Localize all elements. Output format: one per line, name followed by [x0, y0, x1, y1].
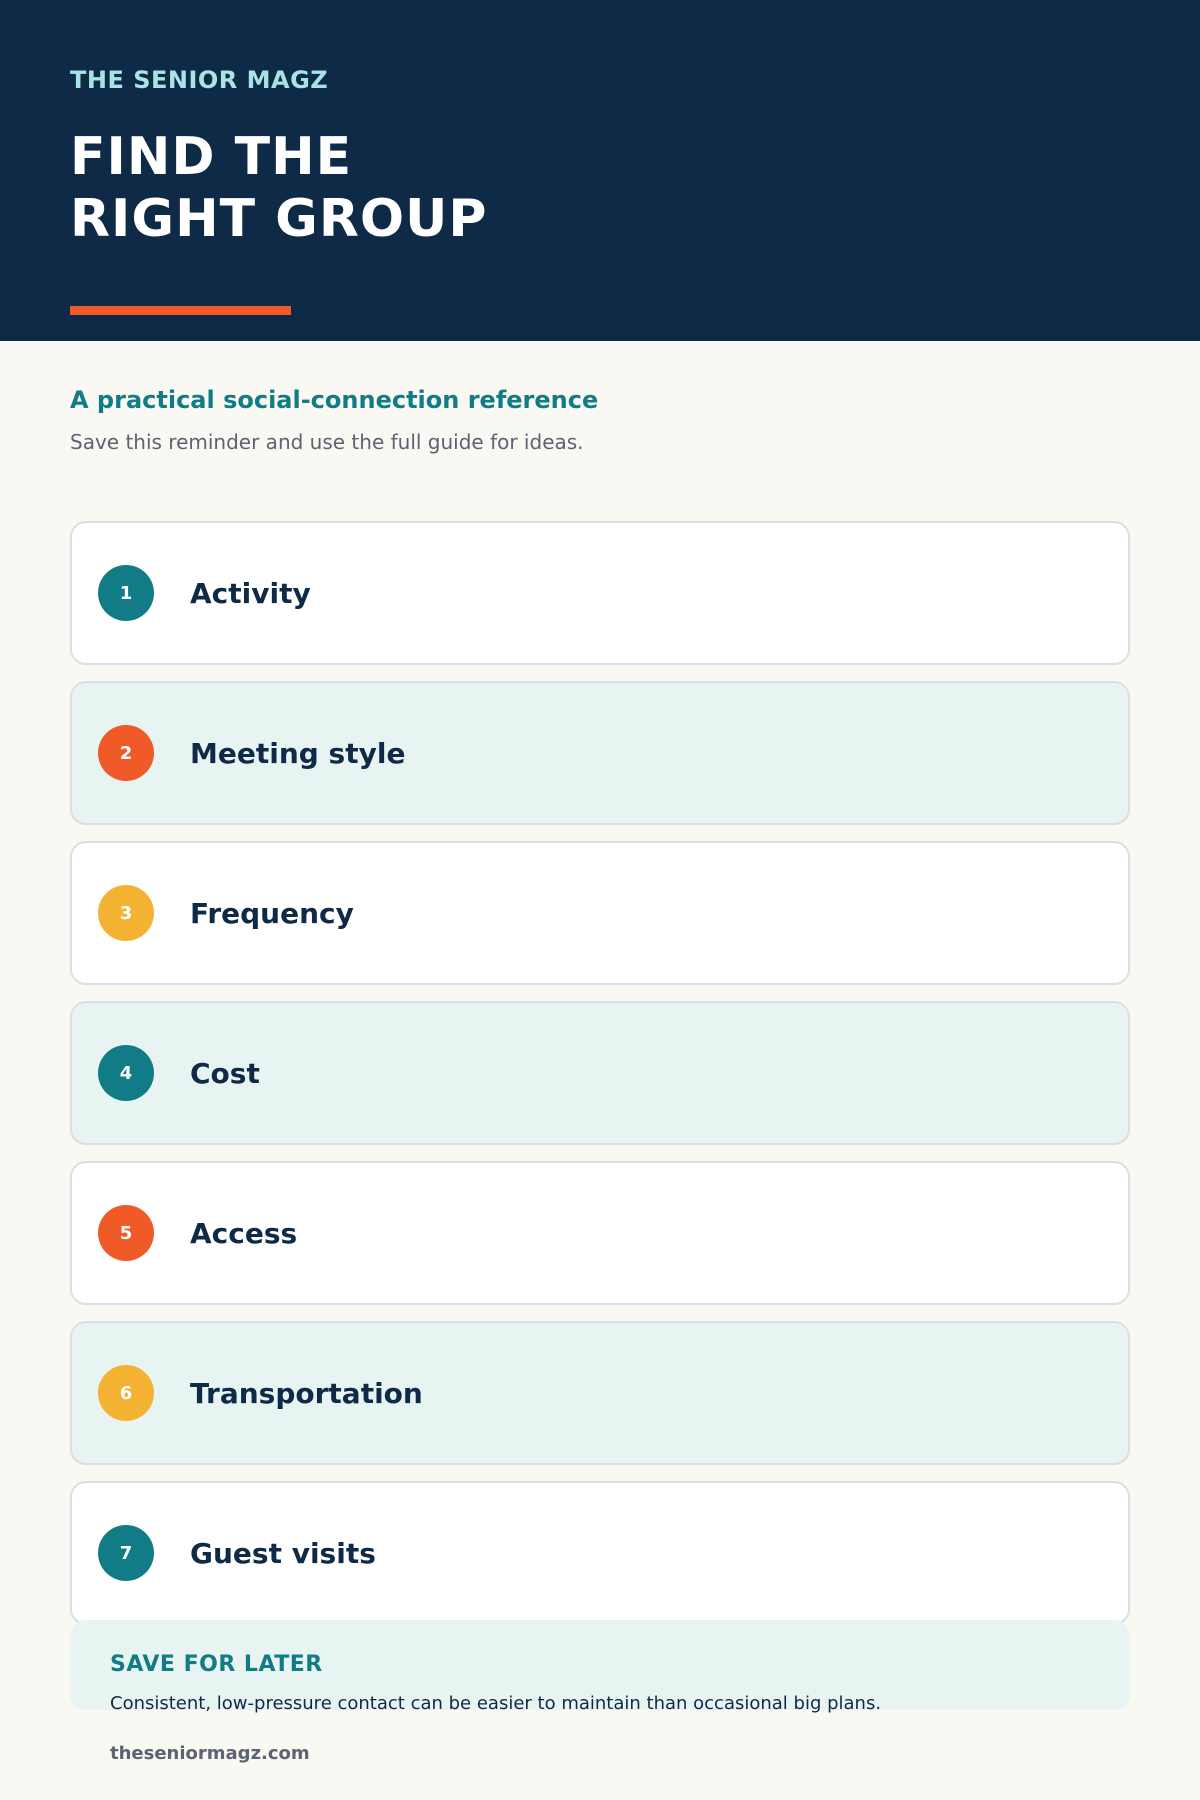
list-item-label: Guest visits — [190, 1536, 376, 1570]
list-item — [70, 1481, 1130, 1625]
list-item — [70, 841, 1130, 985]
number-badge: 7 — [98, 1525, 154, 1581]
number-badge: 5 — [98, 1205, 154, 1261]
list-item-label: Cost — [190, 1056, 260, 1090]
save-for-later-text: Consistent, low-pressure contact can be easier to maintain than occasional big plans. — [110, 1693, 882, 1714]
list-item — [70, 1321, 1130, 1465]
save-for-later-title: SAVE FOR LATER — [110, 1652, 323, 1677]
section-subtitle: A practical social-connection reference — [70, 386, 599, 414]
list-item — [70, 1161, 1130, 1305]
number-badge: 2 — [98, 725, 154, 781]
list-item-label: Frequency — [190, 896, 354, 930]
footer-url[interactable]: theseniormagz.com — [110, 1743, 310, 1764]
page-title-line-2: RIGHT GROUP — [70, 189, 488, 249]
number-badge: 6 — [98, 1365, 154, 1421]
list-item-label: Meeting style — [190, 736, 406, 770]
number-badge: 3 — [98, 885, 154, 941]
header-banner — [0, 0, 1200, 341]
accent-divider — [70, 306, 291, 315]
brand-name: THE SENIOR MAGZ — [70, 66, 329, 94]
number-badge: 1 — [98, 565, 154, 621]
list-item — [70, 521, 1130, 665]
list-item-label: Access — [190, 1216, 298, 1250]
section-description: Save this reminder and use the full guide for ideas. — [70, 430, 584, 454]
page-title — [70, 126, 487, 250]
list-item — [70, 1001, 1130, 1145]
page-title-line-1: FIND THE — [70, 127, 353, 187]
list-item-label: Activity — [190, 576, 311, 610]
number-badge: 4 — [98, 1045, 154, 1101]
list-item-label: Transportation — [190, 1376, 423, 1410]
list-item — [70, 681, 1130, 825]
